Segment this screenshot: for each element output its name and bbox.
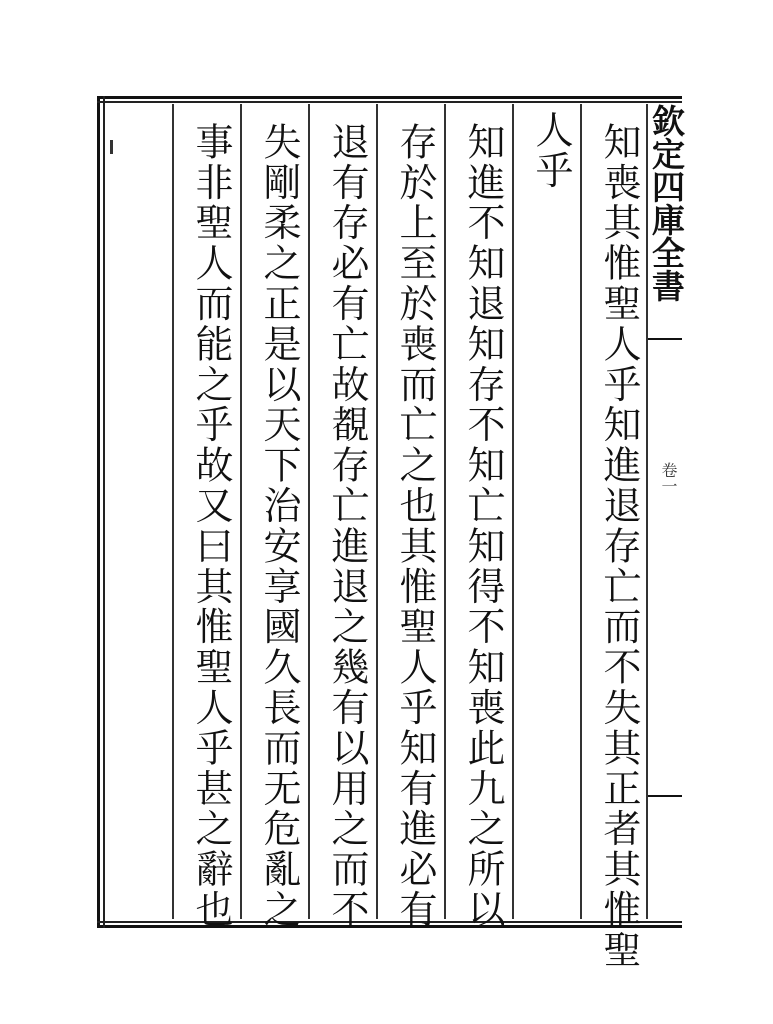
margin-tick-mark [110,140,113,154]
text-column-3: 知進不知退知存不知亡知得不知喪此九之所以 [461,122,505,930]
column-rule [376,104,378,919]
text-column-6: 失剛柔之正是以天下治安享國久長而无危亂之 [257,122,301,930]
frame-left-inner-rule [103,96,105,928]
text-column-4: 存於上至於喪而亡之也其惟聖人乎知有進必有 [393,122,437,930]
page-frame [97,96,686,928]
column-rule [308,104,310,919]
column-rule [240,104,242,919]
book-title: 欽定四庫全書 [647,104,686,302]
column-rule [580,104,582,919]
column-rule [444,104,446,919]
fish-tail-mark [648,338,682,340]
text-column-2: 人乎 [529,110,573,191]
text-column-5: 退有存必有亡故覩存亡進退之幾有以用之而不 [325,122,369,930]
lower-margin-rule [648,795,682,797]
volume-label: 卷一 [659,462,678,494]
frame-top-inner-rule [97,101,682,103]
text-column-7: 事非聖人而能之乎故又曰其惟聖人乎甚之辭也 [189,122,233,930]
column-rule [172,104,174,919]
text-column-1: 知喪其惟聖人乎知進退存亡而不失其正者其惟聖 [597,122,641,971]
frame-bottom-inner-rule [97,921,682,923]
column-rule [512,104,514,919]
